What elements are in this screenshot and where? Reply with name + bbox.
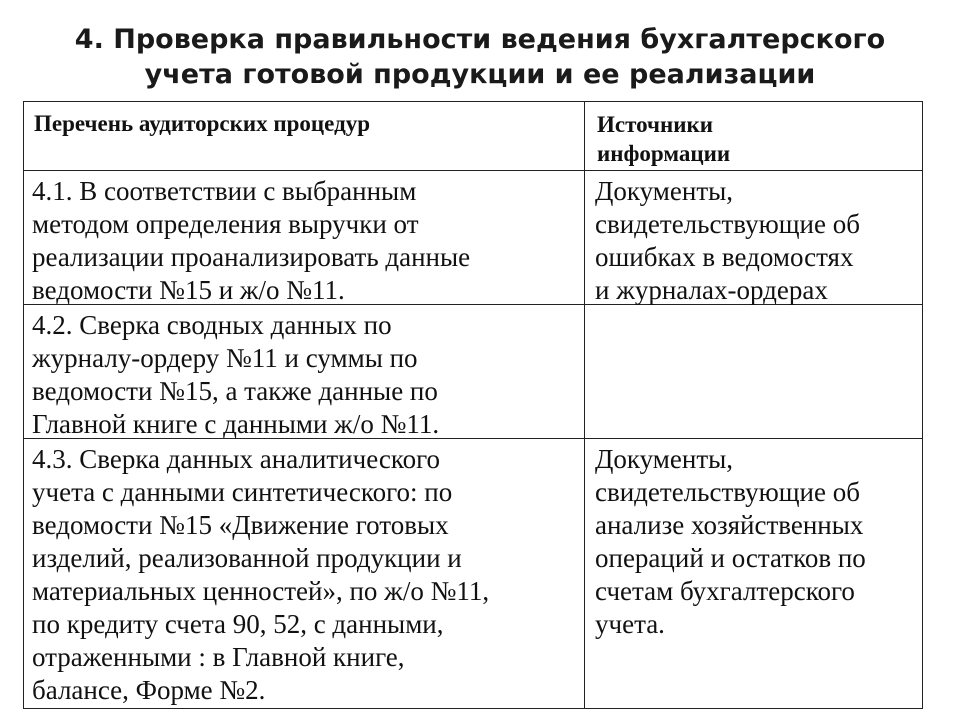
table-header-row xyxy=(24,102,923,171)
source-line: учета. xyxy=(595,609,665,639)
procedure-line: отраженными : в Главной книге, xyxy=(32,642,405,672)
table-row xyxy=(24,439,923,709)
header-sources-label xyxy=(585,102,922,170)
procedure-line: 4.3. Сверка данных аналитического xyxy=(32,444,440,474)
procedure-line: изделий, реализованной продукции и xyxy=(32,543,462,573)
header-sources xyxy=(585,102,923,171)
title-line-2: учета готовой продукции и ее реализации xyxy=(144,59,816,90)
procedure-line: учета с данными синтетического: по xyxy=(32,477,453,507)
source-cell-empty xyxy=(585,305,923,439)
procedure-cell xyxy=(24,439,585,709)
header-sources-line: Источники xyxy=(597,112,713,137)
procedure-cell xyxy=(24,171,585,305)
source-line: свидетельствующие об xyxy=(595,209,860,239)
procedure-line: материальных ценностей», по ж/о №11, xyxy=(32,576,490,606)
source-line: счетам бухгалтерского xyxy=(595,576,855,606)
procedure-cell xyxy=(24,305,585,439)
procedure-line: 4.1. В соответствии с выбранным xyxy=(32,176,417,206)
source-line: анализе хозяйственных xyxy=(595,510,864,540)
procedure-line: ведомости №15, а также данные по xyxy=(32,376,438,406)
source-line: операций и остатков по xyxy=(595,543,866,573)
source-cell xyxy=(585,439,923,709)
slide-title xyxy=(0,22,960,92)
title-line-1: 4. Проверка правильности ведения бухгалтерского xyxy=(74,24,886,55)
procedure-line: Главной книге с данными ж/о №11. xyxy=(32,409,440,439)
source-cell xyxy=(585,171,923,305)
procedure-line: методом определения выручки от xyxy=(32,209,419,239)
source-line: Документы, xyxy=(595,444,734,474)
table-row xyxy=(24,305,923,439)
audit-procedures-table xyxy=(23,101,923,709)
source-line: и журналах-ордерах xyxy=(595,275,828,305)
procedure-line: реализации проанализировать данные xyxy=(32,242,471,272)
source-line: свидетельствующие об xyxy=(595,477,860,507)
procedure-line: балансе, Форме №2. xyxy=(32,675,266,705)
table-row xyxy=(24,171,923,305)
source-line: ошибках в ведомостях xyxy=(595,242,854,272)
procedure-line: по кредиту счета 90, 52, с данными, xyxy=(32,609,444,639)
procedure-line: ведомости №15 и ж/о №11. xyxy=(32,275,345,305)
procedure-line: ведомости №15 «Движение готовых xyxy=(32,510,449,540)
procedure-line: журналу-ордеру №11 и суммы по xyxy=(32,343,418,373)
header-sources-line: информации xyxy=(597,141,731,166)
procedure-line: 4.2. Сверка сводных данных по xyxy=(32,310,392,340)
source-line: Документы, xyxy=(595,176,734,206)
header-procedures-label: Перечень аудиторских процедур xyxy=(34,111,371,136)
header-procedures xyxy=(24,102,585,171)
